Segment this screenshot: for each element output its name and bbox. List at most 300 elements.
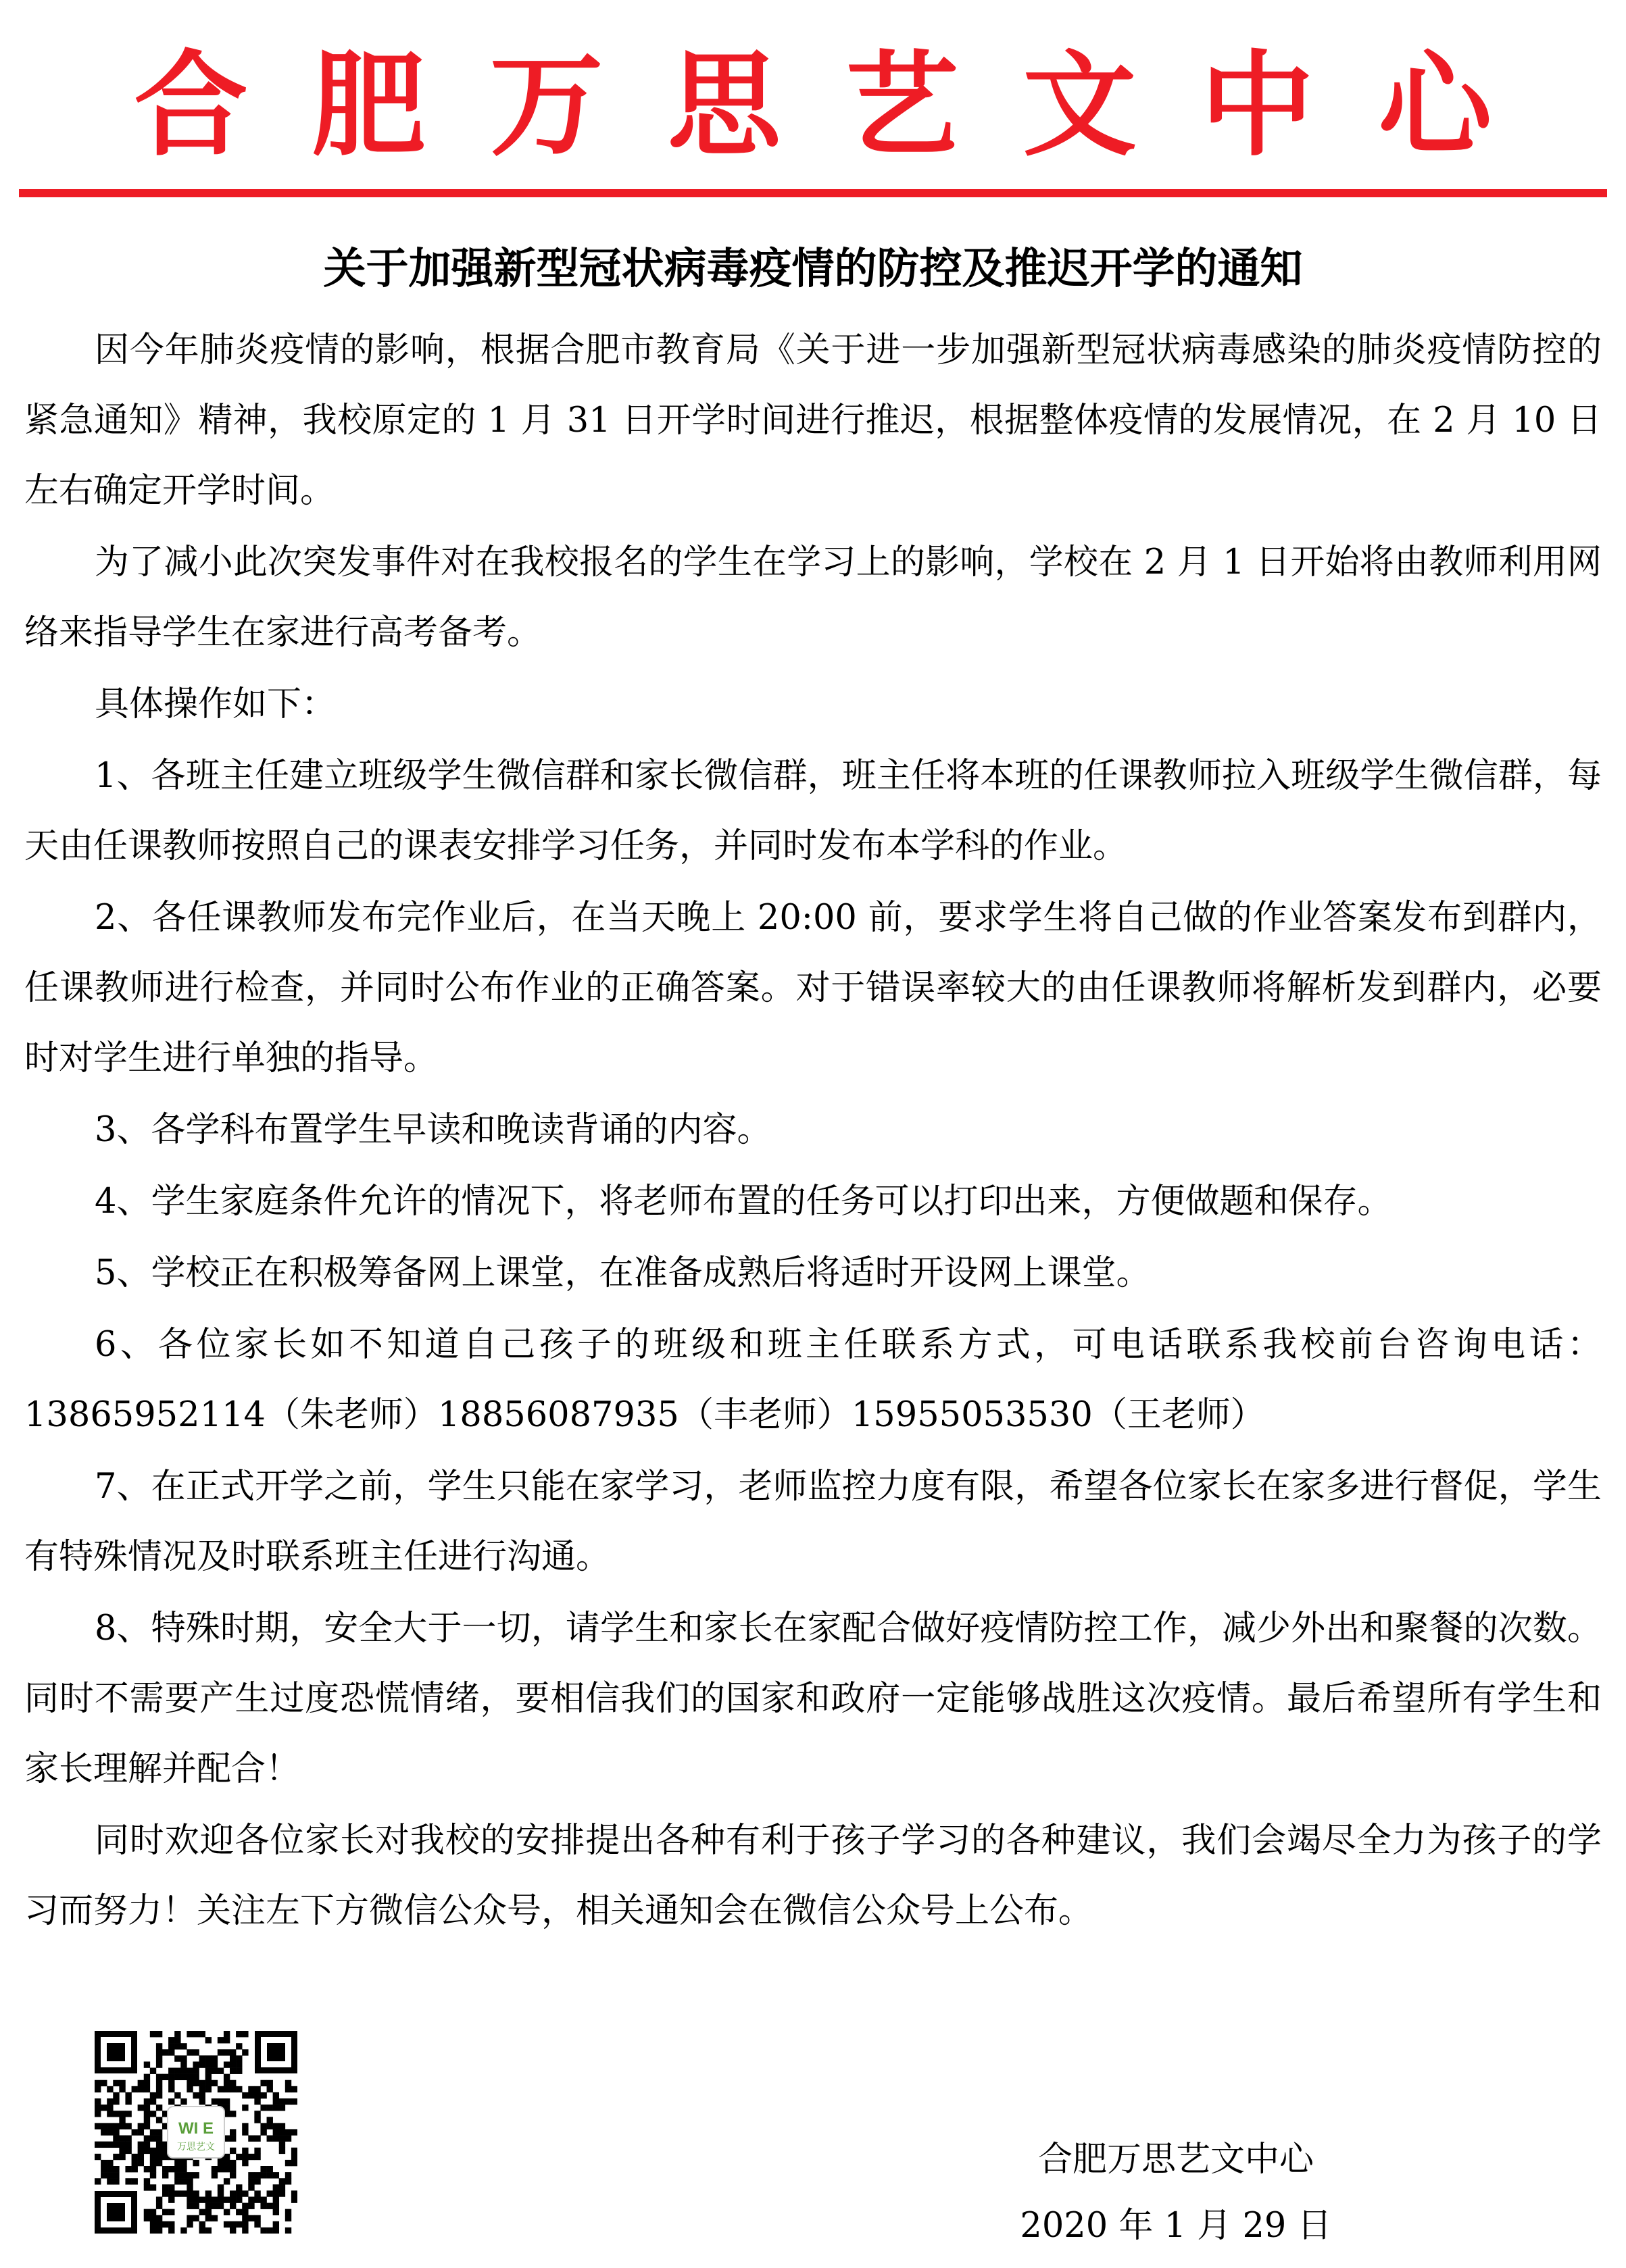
qr-module bbox=[144, 2111, 150, 2117]
qr-module bbox=[273, 2092, 279, 2098]
qr-module bbox=[187, 2184, 193, 2190]
paragraph: 具体操作如下： bbox=[95, 684, 337, 724]
qr-module bbox=[205, 2227, 212, 2234]
qr-module bbox=[291, 2196, 297, 2202]
qr-module bbox=[150, 2129, 156, 2135]
qr-module bbox=[236, 2154, 242, 2160]
qr-module bbox=[113, 2129, 119, 2135]
qr-module bbox=[230, 2068, 236, 2074]
qr-module bbox=[180, 2227, 187, 2234]
qr-module bbox=[291, 2148, 297, 2154]
qr-module bbox=[254, 2190, 260, 2196]
paragraph: 3、各学科布置学生早读和晚读背诵的内容。 bbox=[95, 1110, 772, 1150]
qr-module bbox=[156, 2117, 162, 2123]
qr-module bbox=[125, 2178, 131, 2184]
qr-module bbox=[248, 2086, 254, 2092]
qr-module bbox=[132, 2178, 138, 2184]
qr-module bbox=[193, 2031, 199, 2037]
qr-module bbox=[156, 2160, 162, 2166]
qr-module bbox=[174, 2037, 180, 2043]
qr-module bbox=[260, 2105, 266, 2111]
masthead-title: 合肥万思艺文中心 bbox=[134, 38, 1556, 172]
qr-module bbox=[101, 2080, 107, 2086]
qr-module bbox=[230, 2111, 236, 2117]
qr-module bbox=[273, 2123, 279, 2129]
qr-module bbox=[224, 2061, 230, 2067]
qr-module bbox=[199, 2086, 205, 2092]
qr-module bbox=[242, 2092, 248, 2098]
qr-module bbox=[156, 2031, 162, 2037]
qr-module bbox=[273, 2203, 279, 2209]
qr-module bbox=[156, 2154, 162, 2160]
qr-module bbox=[254, 2196, 260, 2202]
qr-module bbox=[212, 2166, 218, 2172]
qr-module bbox=[150, 2172, 156, 2178]
qr-module bbox=[162, 2184, 168, 2190]
qr-module bbox=[260, 2080, 266, 2086]
qr-module bbox=[180, 2074, 187, 2080]
paragraph: 4、学生家庭条件允许的情况下，将老师布置的任务可以打印出来，方便做题和保存。 bbox=[95, 1182, 1392, 1221]
qr-module bbox=[254, 2098, 260, 2105]
qr-module bbox=[273, 2136, 279, 2142]
qr-module bbox=[119, 2080, 125, 2086]
qr-module bbox=[107, 2172, 113, 2178]
qr-module bbox=[174, 2178, 180, 2184]
qr-module bbox=[242, 2154, 248, 2160]
qr-module bbox=[193, 2080, 199, 2086]
qr-module bbox=[132, 2154, 138, 2160]
qr-module bbox=[279, 2129, 285, 2135]
qr-module bbox=[95, 2080, 101, 2086]
qr-module bbox=[273, 2098, 279, 2105]
wechat-qr-code-icon bbox=[95, 2031, 297, 2234]
qr-module bbox=[180, 2068, 187, 2074]
qr-module bbox=[107, 2111, 113, 2117]
qr-module bbox=[156, 2142, 162, 2148]
qr-module bbox=[101, 2160, 107, 2166]
qr-module bbox=[150, 2136, 156, 2142]
qr-module bbox=[174, 2074, 180, 2080]
qr-module bbox=[285, 2178, 291, 2184]
qr-module bbox=[212, 2215, 218, 2221]
qr-module bbox=[150, 2148, 156, 2154]
qr-module bbox=[101, 2142, 107, 2148]
qr-module bbox=[187, 2074, 193, 2080]
qr-module bbox=[187, 2190, 193, 2196]
qr-module bbox=[279, 2098, 285, 2105]
qr-module bbox=[285, 2209, 291, 2215]
qr-module bbox=[254, 2215, 260, 2221]
qr-module bbox=[248, 2178, 254, 2184]
qr-module bbox=[199, 2221, 205, 2227]
qr-module bbox=[119, 2086, 125, 2092]
qr-module bbox=[95, 2154, 101, 2160]
qr-module bbox=[267, 2172, 273, 2178]
qr-module bbox=[236, 2061, 242, 2067]
qr-module bbox=[218, 2203, 224, 2209]
qr-module bbox=[224, 2049, 230, 2055]
qr-module bbox=[242, 2129, 248, 2135]
qr-module bbox=[156, 2203, 162, 2209]
qr-module bbox=[132, 2086, 138, 2092]
qr-module bbox=[180, 2098, 187, 2105]
qr-module bbox=[267, 2080, 273, 2086]
qr-module bbox=[168, 2043, 174, 2049]
qr-module bbox=[236, 2043, 242, 2049]
qr-module bbox=[230, 2227, 236, 2234]
qr-module bbox=[150, 2209, 156, 2215]
qr-module bbox=[144, 2086, 150, 2092]
qr-module bbox=[199, 2209, 205, 2215]
qr-module bbox=[125, 2092, 131, 2098]
qr-module bbox=[107, 2129, 113, 2135]
qr-module bbox=[150, 2215, 156, 2221]
qr-module bbox=[174, 2172, 180, 2178]
qr-module bbox=[193, 2049, 199, 2055]
qr-module bbox=[218, 2160, 224, 2166]
qr-module bbox=[218, 2068, 224, 2074]
header-divider bbox=[19, 189, 1607, 197]
qr-module bbox=[174, 2031, 180, 2037]
qr-module bbox=[205, 2074, 212, 2080]
qr-module bbox=[218, 2166, 224, 2172]
qr-module bbox=[113, 2136, 119, 2142]
qr-module bbox=[156, 2074, 162, 2080]
qr-module bbox=[144, 2166, 150, 2172]
qr-module bbox=[224, 2160, 230, 2166]
qr-module bbox=[187, 2049, 193, 2055]
qr-module bbox=[107, 2105, 113, 2111]
qr-module bbox=[156, 2055, 162, 2061]
qr-module bbox=[224, 2196, 230, 2202]
qr-module bbox=[168, 2166, 174, 2172]
qr-module bbox=[144, 2098, 150, 2105]
qr-module bbox=[218, 2098, 224, 2105]
qr-module bbox=[279, 2142, 285, 2148]
qr-module bbox=[254, 2136, 260, 2142]
qr-module bbox=[162, 2172, 168, 2178]
qr-module bbox=[285, 2080, 291, 2086]
qr-module bbox=[113, 2092, 119, 2098]
qr-module bbox=[162, 2074, 168, 2080]
qr-module bbox=[168, 2184, 174, 2190]
qr-module bbox=[174, 2160, 180, 2166]
qr-module bbox=[168, 2190, 174, 2196]
qr-module bbox=[193, 2061, 199, 2067]
notice-title: 关于加强新型冠状病毒疫情的防控及推迟开学的通知 bbox=[323, 243, 1303, 293]
qr-module bbox=[180, 2160, 187, 2166]
paragraph: 5、学校正在积极筹备网上课堂，在准备成熟后将适时开设网上课堂。 bbox=[95, 1253, 1151, 1293]
qr-module bbox=[193, 2068, 199, 2074]
qr-module bbox=[242, 2227, 248, 2234]
qr-module bbox=[180, 2055, 187, 2061]
qr-module bbox=[242, 2221, 248, 2227]
qr-module bbox=[95, 2098, 101, 2105]
qr-module bbox=[199, 2227, 205, 2234]
qr-module bbox=[101, 2172, 107, 2178]
qr-module bbox=[156, 2043, 162, 2049]
notice-body bbox=[24, 316, 1602, 1948]
qr-module bbox=[199, 2061, 205, 2067]
qr-module bbox=[205, 2190, 212, 2196]
qr-module bbox=[279, 2105, 285, 2111]
qr-module bbox=[150, 2154, 156, 2160]
qr-module bbox=[254, 2178, 260, 2184]
qr-module bbox=[212, 2172, 218, 2178]
qr-module bbox=[156, 2105, 162, 2111]
qr-module bbox=[107, 2160, 113, 2166]
qr-module bbox=[279, 2178, 285, 2184]
qr-module bbox=[168, 2037, 174, 2043]
qr-module bbox=[125, 2111, 131, 2117]
qr-module bbox=[212, 2196, 218, 2202]
qr-module bbox=[156, 2061, 162, 2067]
qr-module bbox=[138, 2160, 144, 2166]
qr-module bbox=[180, 2190, 187, 2196]
qr-module bbox=[224, 2098, 230, 2105]
qr-module bbox=[236, 2196, 242, 2202]
qr-module bbox=[187, 2031, 193, 2037]
qr-module bbox=[113, 2080, 119, 2086]
qr-module bbox=[230, 2129, 236, 2135]
qr-module bbox=[212, 2055, 218, 2061]
qr-module bbox=[242, 2215, 248, 2221]
qr-module bbox=[242, 2105, 248, 2111]
qr-module bbox=[267, 2136, 273, 2142]
qr-module bbox=[236, 2086, 242, 2092]
qr-module bbox=[236, 2184, 242, 2190]
qr-module bbox=[254, 2092, 260, 2098]
qr-module bbox=[168, 2049, 174, 2055]
signature-block bbox=[1000, 2127, 1352, 2259]
qr-module bbox=[193, 2172, 199, 2178]
qr-module bbox=[267, 2086, 273, 2092]
qr-module bbox=[144, 2074, 150, 2080]
qr-module bbox=[138, 2123, 144, 2129]
paragraph: 因今年肺炎疫情的影响，根据合肥市教育局《关于进一步加强新型冠状病毒感染的肺炎疫情防控的紧急通知》精神，我校原定的 1 月 31 日开学时间进行推迟，根据整体疫情的发展情况，在 2 月 10 日左右确定开学时间。 bbox=[24, 330, 1602, 511]
qr-module bbox=[156, 2221, 162, 2227]
qr-module bbox=[273, 2227, 279, 2234]
qr-module bbox=[156, 2092, 162, 2098]
qr-module bbox=[267, 2166, 273, 2172]
qr-module bbox=[187, 2203, 193, 2209]
qr-module bbox=[193, 2092, 199, 2098]
qr-module bbox=[267, 2105, 273, 2111]
qr-module bbox=[113, 2111, 119, 2117]
qr-module bbox=[260, 2172, 266, 2178]
qr-module bbox=[168, 2074, 174, 2080]
qr-module bbox=[150, 2166, 156, 2172]
qr-module bbox=[144, 2136, 150, 2142]
qr-module bbox=[132, 2166, 138, 2172]
qr-module bbox=[138, 2148, 144, 2154]
qr-module bbox=[205, 2209, 212, 2215]
qr-module bbox=[230, 2055, 236, 2061]
qr-module bbox=[248, 2154, 254, 2160]
qr-module bbox=[267, 2190, 273, 2196]
qr-module bbox=[150, 2160, 156, 2166]
qr-module bbox=[187, 2215, 193, 2221]
qr-module bbox=[162, 2190, 168, 2196]
qr-module bbox=[260, 2196, 266, 2202]
qr-module bbox=[119, 2136, 125, 2142]
qr-module bbox=[230, 2190, 236, 2196]
qr-logo-text: WI E bbox=[178, 2119, 214, 2138]
qr-module bbox=[150, 2068, 156, 2074]
qr-module bbox=[205, 2196, 212, 2202]
qr-module bbox=[144, 2209, 150, 2215]
qr-module bbox=[113, 2166, 119, 2172]
qr-module bbox=[138, 2142, 144, 2148]
qr-module bbox=[174, 2092, 180, 2098]
qr-module bbox=[180, 2172, 187, 2178]
qr-module bbox=[168, 2196, 174, 2202]
qr-module bbox=[254, 2111, 260, 2117]
qr-module bbox=[101, 2129, 107, 2135]
qr-module bbox=[113, 2178, 119, 2184]
qr-module bbox=[95, 2111, 101, 2117]
qr-module bbox=[260, 2203, 266, 2209]
qr-module bbox=[187, 2178, 193, 2184]
qr-module bbox=[144, 2142, 150, 2148]
qr-module bbox=[156, 2148, 162, 2154]
qr-module bbox=[273, 2184, 279, 2190]
qr-module bbox=[144, 2080, 150, 2086]
qr-module bbox=[218, 2049, 224, 2055]
qr-module bbox=[279, 2136, 285, 2142]
qr-module bbox=[212, 2098, 218, 2105]
qr-module bbox=[95, 2086, 101, 2092]
qr-module bbox=[187, 2068, 193, 2074]
qr-module bbox=[212, 2061, 218, 2067]
qr-module bbox=[212, 2068, 218, 2074]
qr-module bbox=[212, 2203, 218, 2209]
qr-module bbox=[279, 2184, 285, 2190]
qr-module bbox=[187, 2172, 193, 2178]
qr-module bbox=[180, 2043, 187, 2049]
qr-module bbox=[150, 2098, 156, 2105]
qr-module bbox=[162, 2221, 168, 2227]
qr-module bbox=[174, 2068, 180, 2074]
qr-module bbox=[218, 2190, 224, 2196]
qr-module bbox=[254, 2086, 260, 2092]
qr-module bbox=[168, 2080, 174, 2086]
qr-module bbox=[199, 2055, 205, 2061]
qr-module bbox=[224, 2178, 230, 2184]
qr-module bbox=[273, 2221, 279, 2227]
qr-module bbox=[101, 2166, 107, 2172]
qr-module bbox=[168, 2068, 174, 2074]
qr-module bbox=[150, 2184, 156, 2190]
qr-module bbox=[125, 2148, 131, 2154]
qr-module bbox=[107, 2098, 113, 2105]
paragraph: 8、特殊时期，安全大于一切，请学生和家长在家配合做好疫情防控工作，减少外出和聚餐的次数。同时不需要产生过度恐慌情绪，要相信我们的国家和政府一定能够战胜这次疫情。最后希望所有学生和家长理解并配合！ bbox=[24, 1609, 1602, 1789]
qr-module bbox=[242, 2049, 248, 2055]
qr-module bbox=[230, 2080, 236, 2086]
qr-module bbox=[125, 2166, 131, 2172]
qr-module bbox=[236, 2209, 242, 2215]
qr-module bbox=[279, 2190, 285, 2196]
qr-module bbox=[156, 2049, 162, 2055]
qr-module bbox=[267, 2117, 273, 2123]
qr-module bbox=[236, 2190, 242, 2196]
qr-module bbox=[199, 2092, 205, 2098]
qr-module bbox=[236, 2031, 242, 2037]
qr-module bbox=[138, 2129, 144, 2135]
qr-module bbox=[273, 2190, 279, 2196]
qr-module bbox=[230, 2148, 236, 2154]
qr-module bbox=[285, 2172, 291, 2178]
qr-module bbox=[101, 2105, 107, 2111]
qr-module bbox=[199, 2098, 205, 2105]
qr-module bbox=[267, 2203, 273, 2209]
qr-module bbox=[144, 2123, 150, 2129]
qr-module bbox=[236, 2221, 242, 2227]
qr-module bbox=[230, 2136, 236, 2142]
qr-module bbox=[291, 2154, 297, 2160]
qr-module bbox=[224, 2031, 230, 2037]
qr-module bbox=[162, 2166, 168, 2172]
qr-module bbox=[224, 2080, 230, 2086]
qr-module bbox=[260, 2092, 266, 2098]
qr-module bbox=[193, 2160, 199, 2166]
qr-module bbox=[119, 2123, 125, 2129]
qr-module bbox=[273, 2172, 279, 2178]
qr-module bbox=[125, 2142, 131, 2148]
qr-module bbox=[156, 2227, 162, 2234]
qr-module bbox=[119, 2117, 125, 2123]
qr-module bbox=[156, 2136, 162, 2142]
qr-module bbox=[199, 2196, 205, 2202]
qr-module bbox=[125, 2136, 131, 2142]
qr-module bbox=[168, 2227, 174, 2234]
qr-module bbox=[224, 2209, 230, 2215]
qr-module bbox=[267, 2227, 273, 2234]
qr-module bbox=[205, 2061, 212, 2067]
qr-module bbox=[242, 2148, 248, 2154]
qr-module bbox=[119, 2148, 125, 2154]
qr-module bbox=[113, 2123, 119, 2129]
qr-module bbox=[101, 2123, 107, 2129]
qr-module bbox=[260, 2129, 266, 2135]
qr-module bbox=[236, 2055, 242, 2061]
qr-module bbox=[212, 2080, 218, 2086]
qr-module bbox=[193, 2215, 199, 2221]
qr-module bbox=[174, 2043, 180, 2049]
qr-module bbox=[168, 2209, 174, 2215]
qr-module bbox=[144, 2117, 150, 2123]
qr-module bbox=[138, 2105, 144, 2111]
qr-module bbox=[230, 2221, 236, 2227]
qr-module bbox=[285, 2136, 291, 2142]
qr-module bbox=[260, 2166, 266, 2172]
qr-module bbox=[291, 2098, 297, 2105]
qr-module bbox=[205, 2215, 212, 2221]
qr-module bbox=[187, 2086, 193, 2092]
qr-module bbox=[132, 2160, 138, 2166]
qr-module bbox=[199, 2031, 205, 2037]
qr-module bbox=[144, 2178, 150, 2184]
qr-module bbox=[193, 2196, 199, 2202]
qr-module bbox=[187, 2080, 193, 2086]
qr-module bbox=[119, 2142, 125, 2148]
qr-module bbox=[107, 2123, 113, 2129]
qr-module bbox=[242, 2203, 248, 2209]
signature-organization: 合肥万思艺文中心 bbox=[1037, 2140, 1314, 2179]
qr-module bbox=[242, 2160, 248, 2166]
qr-module bbox=[224, 2221, 230, 2227]
qr-module bbox=[218, 2184, 224, 2190]
